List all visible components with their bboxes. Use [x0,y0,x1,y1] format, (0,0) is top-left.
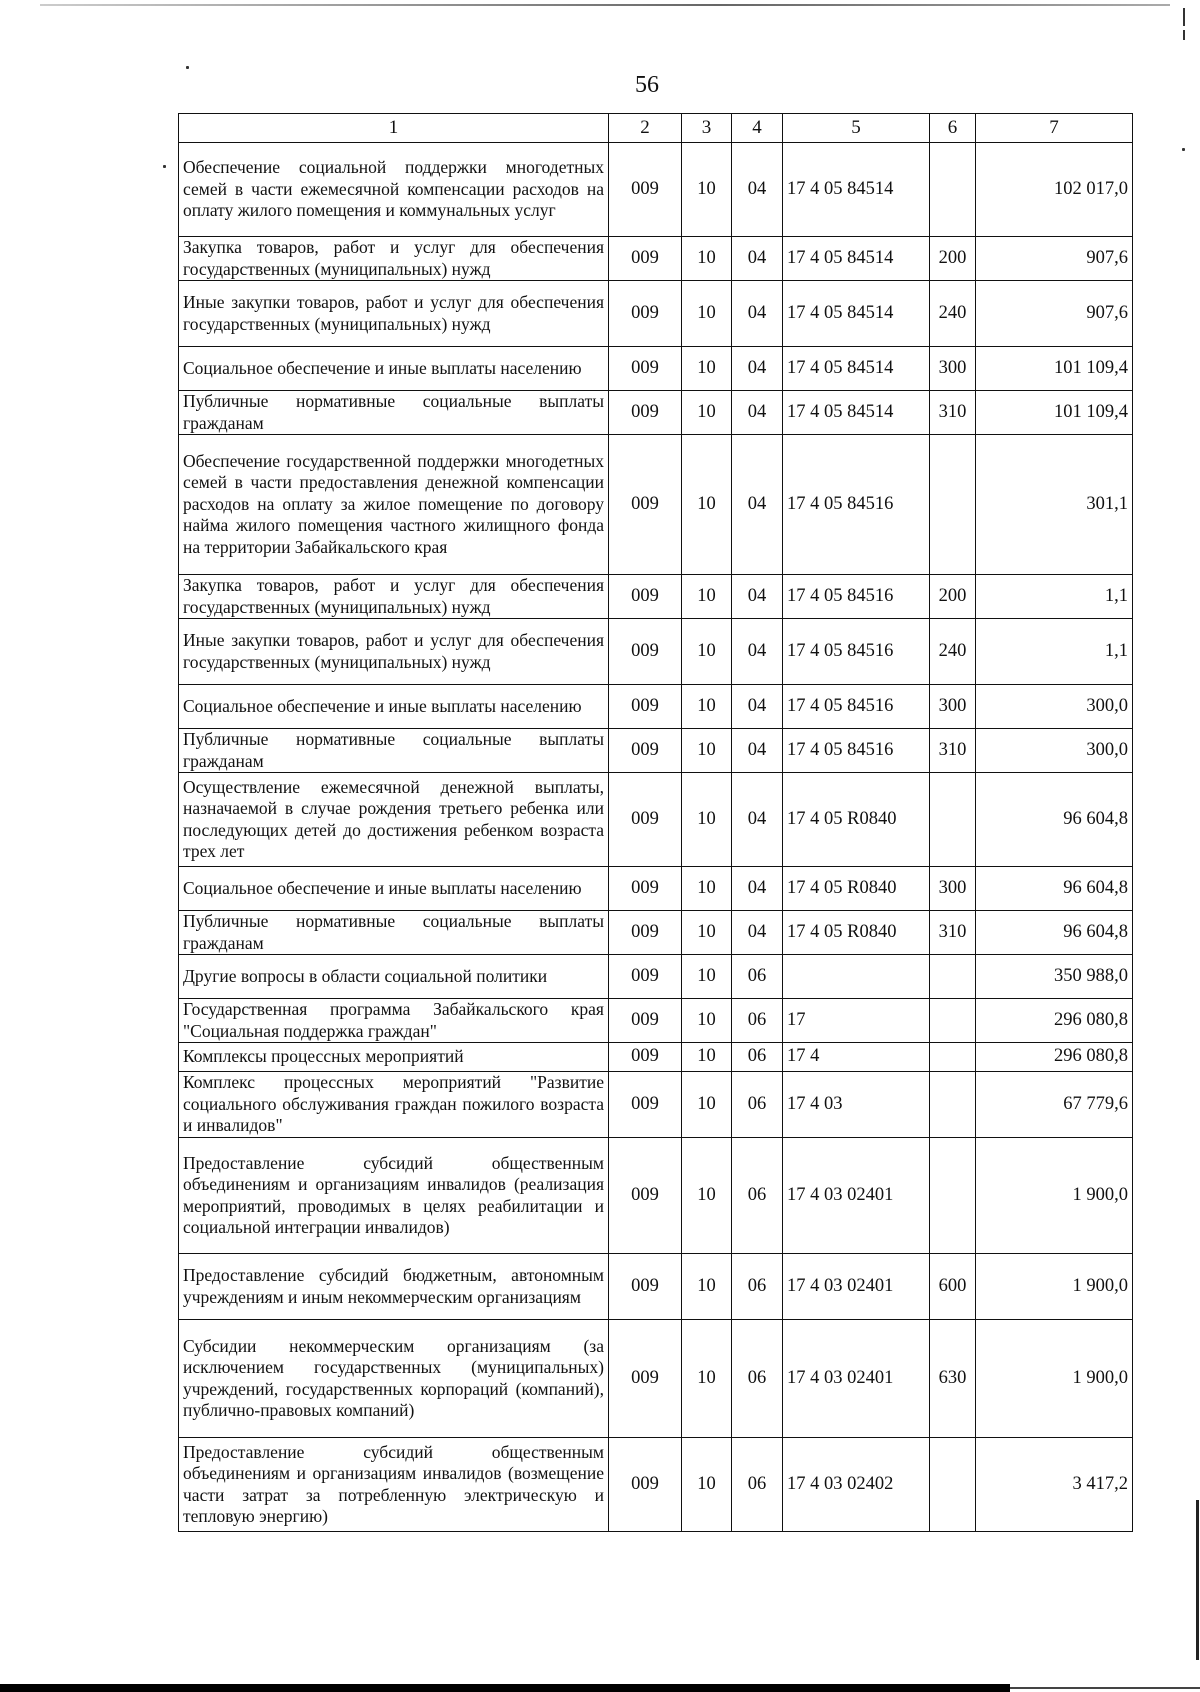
ministry-code: 009 [609,1072,682,1138]
section-code: 10 [682,619,732,685]
scan-mark [1183,30,1185,40]
subsection-code: 04 [732,729,783,773]
target-article-code: 17 4 05 84516 [783,435,930,575]
table-row [179,391,1133,435]
amount-value: 300,0 [976,685,1133,729]
ministry-code: 009 [609,999,682,1043]
section-code: 10 [682,911,732,955]
ministry-code: 009 [609,729,682,773]
subsection-code: 04 [732,575,783,619]
section-code: 10 [682,1072,732,1138]
section-code: 10 [682,773,732,867]
amount-value: 300,0 [976,729,1133,773]
table-row [179,1043,1133,1072]
row-description: Иные закупки товаров, работ и услуг для обеспечения государственных (муниципальных) нужд [179,619,609,685]
section-code: 10 [682,1138,732,1254]
table-row [179,867,1133,911]
expense-type-code: 240 [930,619,976,685]
amount-value: 96 604,8 [976,773,1133,867]
ministry-code: 009 [609,911,682,955]
section-code: 10 [682,391,732,435]
row-description: Комплексы процессных мероприятий [179,1043,609,1072]
column-header: 1 [179,114,609,143]
ministry-code: 009 [609,347,682,391]
target-article-code: 17 4 03 02402 [783,1438,930,1532]
table-row [179,1072,1133,1138]
amount-value: 101 109,4 [976,347,1133,391]
expense-type-code [930,143,976,237]
target-article-code: 17 4 05 84516 [783,619,930,685]
section-code: 10 [682,685,732,729]
table-row [179,237,1133,281]
target-article-code: 17 4 05 84516 [783,685,930,729]
ministry-code: 009 [609,1438,682,1532]
ministry-code: 009 [609,1043,682,1072]
ministry-code: 009 [609,685,682,729]
scan-mark [1183,8,1185,26]
ministry-code: 009 [609,619,682,685]
target-article-code: 17 4 05 R0840 [783,911,930,955]
amount-value: 1 900,0 [976,1254,1133,1320]
table-row [179,1438,1133,1532]
row-description: Социальное обеспечение и иные выплаты населению [179,867,609,911]
subsection-code: 04 [732,281,783,347]
column-header: 7 [976,114,1133,143]
section-code: 10 [682,435,732,575]
table-row [179,1254,1133,1320]
ministry-code: 009 [609,1138,682,1254]
target-article-code: 17 4 05 84514 [783,281,930,347]
subsection-code: 04 [732,773,783,867]
row-description: Публичные нормативные социальные выплаты гражданам [179,729,609,773]
ministry-code: 009 [609,867,682,911]
subsection-code: 04 [732,435,783,575]
page-number: 56 [635,72,659,98]
target-article-code: 17 4 05 R0840 [783,773,930,867]
subsection-code: 06 [732,999,783,1043]
row-description: Социальное обеспечение и иные выплаты населению [179,347,609,391]
column-header: 4 [732,114,783,143]
table-row [179,1320,1133,1438]
amount-value: 301,1 [976,435,1133,575]
scan-edge-bottom [1010,1687,1200,1689]
subsection-code: 04 [732,911,783,955]
section-code: 10 [682,955,732,999]
amount-value: 3 417,2 [976,1438,1133,1532]
expense-type-code: 310 [930,911,976,955]
section-code: 10 [682,575,732,619]
subsection-code: 06 [732,1438,783,1532]
section-code: 10 [682,1043,732,1072]
section-code: 10 [682,143,732,237]
expense-type-code [930,1438,976,1532]
amount-value: 296 080,8 [976,1043,1133,1072]
section-code: 10 [682,1320,732,1438]
column-header: 6 [930,114,976,143]
target-article-code: 17 4 05 84514 [783,347,930,391]
expense-type-code [930,1138,976,1254]
ministry-code: 009 [609,143,682,237]
table-row [179,619,1133,685]
amount-value: 1,1 [976,575,1133,619]
row-description: Закупка товаров, работ и услуг для обеспечения государственных (муниципальных) нужд [179,575,609,619]
ministry-code: 009 [609,955,682,999]
table-row [179,347,1133,391]
table-row [179,773,1133,867]
section-code: 10 [682,867,732,911]
target-article-code: 17 4 03 02401 [783,1254,930,1320]
amount-value: 1 900,0 [976,1320,1133,1438]
section-code: 10 [682,1438,732,1532]
row-description: Закупка товаров, работ и услуг для обеспечения государственных (муниципальных) нужд [179,237,609,281]
amount-value: 907,6 [976,237,1133,281]
subsection-code: 06 [732,1072,783,1138]
row-description: Предоставление субсидий общественным объединениям и организациям инвалидов (реализация мероприятий, проводимых в целях реабилитации и социальной интеграции инвалидов) [179,1138,609,1254]
subsection-code: 04 [732,143,783,237]
subsection-code: 04 [732,391,783,435]
table-row [179,281,1133,347]
table-row [179,685,1133,729]
amount-value: 96 604,8 [976,911,1133,955]
ministry-code: 009 [609,575,682,619]
scan-speck [186,66,189,69]
amount-value: 67 779,6 [976,1072,1133,1138]
row-description: Социальное обеспечение и иные выплаты населению [179,685,609,729]
row-description: Другие вопросы в области социальной политики [179,955,609,999]
scan-edge-bottom [0,1684,1010,1692]
row-description: Публичные нормативные социальные выплаты гражданам [179,391,609,435]
target-article-code: 17 4 05 84514 [783,237,930,281]
amount-value: 96 604,8 [976,867,1133,911]
target-article-code: 17 4 05 84516 [783,575,930,619]
row-description: Обеспечение государственной поддержки многодетных семей в части предоставления денежной компенсации расходов на оплату за жилое помещение по договору найма жилого помещения частного жилищного фонда на территории Забайкальского края [179,435,609,575]
expense-type-code [930,999,976,1043]
budget-table [178,113,1133,1532]
expense-type-code: 600 [930,1254,976,1320]
ministry-code: 009 [609,281,682,347]
row-description: Предоставление субсидий бюджетным, автономным учреждениям и иным некоммерческим организациям [179,1254,609,1320]
scan-speck [1182,148,1185,151]
table-row [179,911,1133,955]
section-code: 10 [682,999,732,1043]
target-article-code: 17 4 03 02401 [783,1320,930,1438]
target-article-code: 17 4 05 84514 [783,143,930,237]
ministry-code: 009 [609,391,682,435]
amount-value: 1,1 [976,619,1133,685]
subsection-code: 04 [732,237,783,281]
expense-type-code: 300 [930,347,976,391]
amount-value: 1 900,0 [976,1138,1133,1254]
expense-type-code [930,1072,976,1138]
expense-type-code: 310 [930,729,976,773]
amount-value: 296 080,8 [976,999,1133,1043]
subsection-code: 06 [732,955,783,999]
table-row [179,143,1133,237]
section-code: 10 [682,729,732,773]
row-description: Субсидии некоммерческим организациям (за исключением государственных (муниципальных) учреждений, государственных корпораций (компаний), публично-правовых компаний) [179,1320,609,1438]
row-description: Государственная программа Забайкальского края "Социальная поддержка граждан" [179,999,609,1043]
column-header: 2 [609,114,682,143]
target-article-code: 17 4 05 84516 [783,729,930,773]
row-description: Осуществление ежемесячной денежной выплаты, назначаемой в случае рождения третьего ребенка или последующих детей до достижения ребенком возраста трех лет [179,773,609,867]
section-code: 10 [682,1254,732,1320]
table-header-row [179,114,1133,143]
column-header: 3 [682,114,732,143]
scan-speck [163,165,166,168]
expense-type-code: 310 [930,391,976,435]
row-description: Иные закупки товаров, работ и услуг для обеспечения государственных (муниципальных) нужд [179,281,609,347]
subsection-code: 04 [732,347,783,391]
amount-value: 350 988,0 [976,955,1133,999]
target-article-code: 17 4 05 84514 [783,391,930,435]
table-row [179,1138,1133,1254]
table-row [179,435,1133,575]
expense-type-code [930,955,976,999]
target-article-code: 17 4 03 02401 [783,1138,930,1254]
expense-type-code [930,435,976,575]
expense-type-code: 630 [930,1320,976,1438]
scan-edge-top [40,4,1170,6]
amount-value: 907,6 [976,281,1133,347]
subsection-code: 06 [732,1043,783,1072]
table-row [179,955,1133,999]
section-code: 10 [682,281,732,347]
target-article-code: 17 [783,999,930,1043]
target-article-code: 17 4 03 [783,1072,930,1138]
amount-value: 101 109,4 [976,391,1133,435]
ministry-code: 009 [609,1320,682,1438]
target-article-code [783,955,930,999]
expense-type-code [930,1043,976,1072]
subsection-code: 06 [732,1320,783,1438]
expense-type-code: 300 [930,685,976,729]
row-description: Предоставление субсидий общественным объединениям и организациям инвалидов (возмещение части затрат за потребленную электрическую и тепловую энергию) [179,1438,609,1532]
section-code: 10 [682,237,732,281]
table-row [179,999,1133,1043]
section-code: 10 [682,347,732,391]
ministry-code: 009 [609,435,682,575]
subsection-code: 04 [732,619,783,685]
expense-type-code: 240 [930,281,976,347]
expense-type-code: 200 [930,237,976,281]
target-article-code: 17 4 [783,1043,930,1072]
table-row [179,575,1133,619]
subsection-code: 06 [732,1138,783,1254]
subsection-code: 04 [732,867,783,911]
scan-edge-right [1196,1500,1199,1660]
target-article-code: 17 4 05 R0840 [783,867,930,911]
column-header: 5 [783,114,930,143]
expense-type-code [930,773,976,867]
ministry-code: 009 [609,1254,682,1320]
subsection-code: 06 [732,1254,783,1320]
row-description: Комплекс процессных мероприятий "Развитие социального обслуживания граждан пожилого возраста и инвалидов" [179,1072,609,1138]
table-row [179,729,1133,773]
ministry-code: 009 [609,773,682,867]
row-description: Публичные нормативные социальные выплаты гражданам [179,911,609,955]
ministry-code: 009 [609,237,682,281]
expense-type-code: 200 [930,575,976,619]
amount-value: 102 017,0 [976,143,1133,237]
expense-type-code: 300 [930,867,976,911]
row-description: Обеспечение социальной поддержки многодетных семей в части ежемесячной компенсации расходов на оплату жилого помещения и коммунальных услуг [179,143,609,237]
subsection-code: 04 [732,685,783,729]
